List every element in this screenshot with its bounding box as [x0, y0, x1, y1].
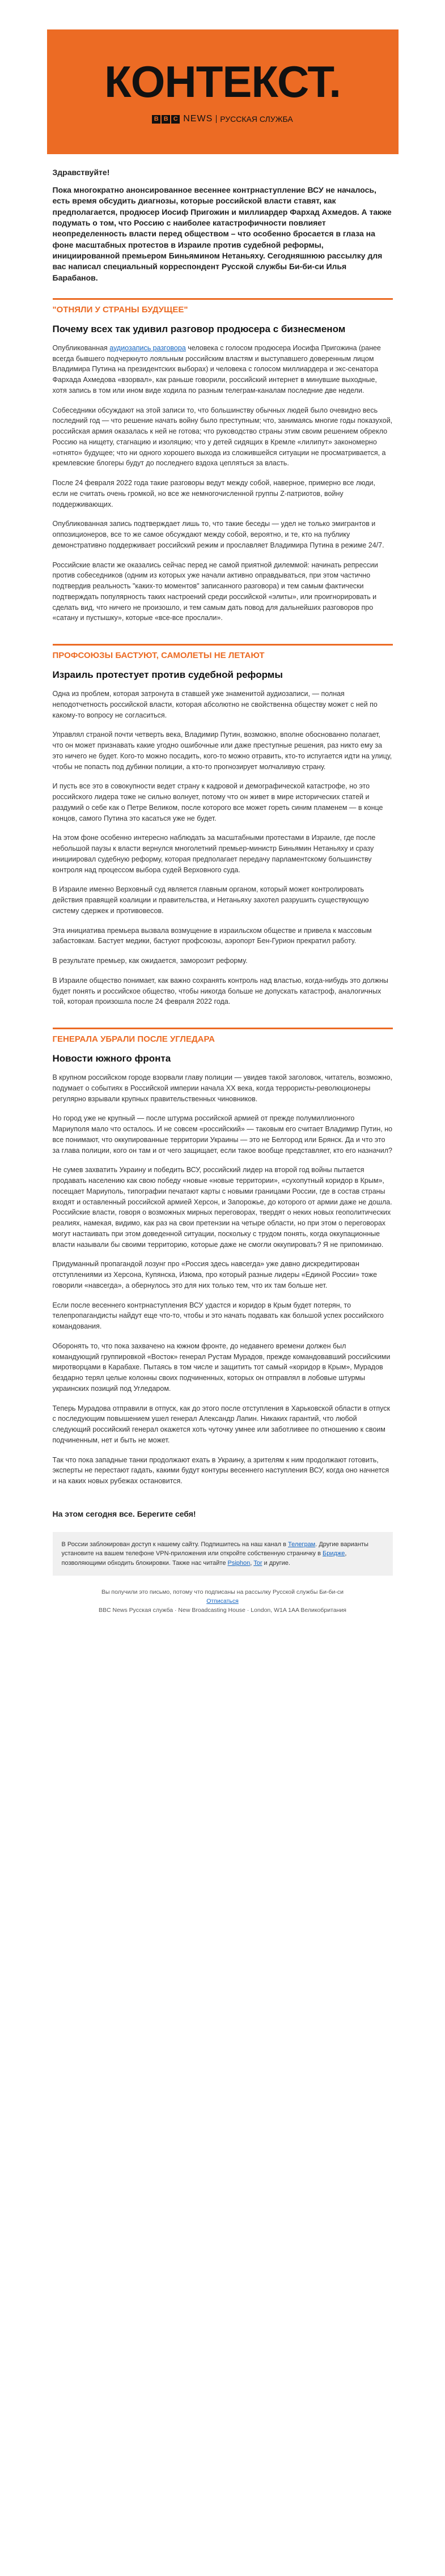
- paragraph: Российские власти же оказались сейчас перед не самой приятной дилеммой: начинать репрессии против собеседников (одним из которых уже начали активно оправдываться, при этом частично подтвердив реальность "каких-то моментов" записанного разговора) и тем самым фактически подтверждать популярность таких настроений среди российской «элиты», или проигнорировать и сделать вид, что ничего не произошло, и тем самым дать повод для дальнейших разговоров про «сатану и пустышку», которые «все-все прослали».: [52, 561, 378, 622]
- bbc-letter-b2: B: [162, 115, 170, 124]
- vpn-notice-box: [53, 1532, 393, 1576]
- paragraph: Так что пока западные танки продолжают ехать в Украину, а зрителям к ним продолжают готовить, эксперты не перестают гадать, какими будут контуры весеннего наступления ВСУ, когда оно начнется и на каких новых рубежах остановится.: [52, 1455, 389, 1486]
- section-3: [53, 1028, 393, 1487]
- notice-text: , позволяющими обходить блокировки. Также нас читайте: [61, 1550, 347, 1567]
- footer-legal: [53, 1588, 393, 1615]
- paragraph: Не сумев захватить Украину и победить ВСУ, российский лидер на второй год войны пытается продавать населению как свою победу «новые «новые территории», «сухопутный коридор в Крым», посещает Мариуполь, типографии печатают карты с новыми границами России, где в состав страны входят и оставленный российской армией Херсон, и Запорожье, до которого от армии даже не дошла. Российские власти, говоря о возможных мирных переговорах, твердят о неких новых геополитических реалиях, намекая, видимо, как раз на свои претензии на четыре области, но при этом о переговорах могут настаивать при этом доведенной ситуации, поскольку с трудом понять, когда оккупационные власти называли бы своими территорию, которые даже не смогли оккупировать? Я не припоминаю.: [52, 1166, 392, 1249]
- section-1: [53, 298, 393, 623]
- section-heading: Израиль протестует против судебной реформы: [52, 669, 283, 681]
- section-label: "ОТНЯЛИ У СТРАНЫ БУДУЩЕЕ": [53, 298, 393, 315]
- paragraph: И пусть все это в совокупности ведет страну к кадровой и демографической катастрофе, но это российского лидера тоже не сильно волнует, потому что он живет в мире исторических статей и раздумий о себе как о Петре Великом, после которого все может гореть синим пламенем — в конце концов, самого Путина это касаться уже не будет.: [52, 782, 383, 822]
- paragraph: Придуманный пропагандой лозунг про «Россия здесь навсегда» уже давно дискредитирован отступлениями из Херсона, Купянска, Изюма, про который разные лидеры «Единой России» тоже говорили «навсегда», а обернулось это для них только тем, что их там больше нет.: [52, 1260, 378, 1289]
- bbc-news-label: NEWS: [183, 114, 213, 124]
- section-label: ПРОФСОЮЗЫ БАСТУЮТ, САМОЛЕТЫ НЕ ЛЕТАЮТ: [53, 644, 393, 660]
- notice-text: . Другие варианты установите на вашем телефоне VPN-приложения или откройте собственную страничку в: [61, 1540, 368, 1558]
- greeting: Здравствуйте!: [52, 168, 110, 177]
- paragraph: Управлял страной почти четверть века, Владимир Путин, возможно, вполне обоснованно полагает, что он может признавать какие угодно ошибочные или даже преступные решения, раз никто ему за это ничего не будет. Кого-то можно посадить, кого-то можно отравить, кто-то испугается идти на улицу, чтобы не попасть под дубинки полиции, а кто-то прогнозирует молчаливую страну.: [52, 731, 392, 771]
- section-label: ГЕНЕРАЛА УБРАЛИ ПОСЛЕ УГЛЕДАРА: [53, 1028, 393, 1044]
- notice-text: и другие.: [262, 1559, 290, 1567]
- paragraph: В результате премьер, как ожидается, заморозит реформу.: [52, 957, 248, 965]
- telegram-link[interactable]: Телеграм: [288, 1540, 316, 1548]
- brand-divider: [216, 115, 217, 123]
- subscription-reason: Вы получили это письмо, потому что подписаны на рассылку Русской службы Би-би-си: [101, 1589, 344, 1596]
- paragraph: Но город уже не крупный — после штурма российской армией от прежде полумиллионного Мариуполя мало что осталось. И не совсем «российский» — таковым его считает Владимир Путин, но все понимают, что оккупированные территории Украины — это не Белгород или Брянск. Да и что это за глава полиции, кого он там и от чего защищает, если такое вообще представляет, кто его назначил?: [52, 1114, 393, 1155]
- paragraph: На этом фоне особенно интересно наблюдать за масштабными протестами в Израиле, где после небольшой паузы к власти вернулся многолетний премьер-министр Биньямин Нетаньяху и сразу инициировал судебную реформу, которая предполагает передачу парламентскому большинству контроля над процессом выбора судей Верховного суда.: [52, 834, 376, 874]
- newsletter-header: [47, 29, 399, 154]
- paragraph-text: человека с голосом продюсера Иосифа Пригожина (ранее всегда бывшего подчеркнуто лояльным российским властям и выступавшего доверенным лицом Владимира Путина на президентских выборах) и человека с голосом миллиардера и экс-сенатора Фархада Ахмедова «взорвал», как раньше говорили, российский интернет в минувшие выходные, хотя запись в том или ином виде ходила по разным телеграм-каналам последние две недели.: [52, 343, 381, 394]
- closing-line: На этом сегодня все. Берегите себя!: [52, 1509, 196, 1518]
- paragraph: Опубликованная запись подтверждает лишь то, что такие беседы — удел не только эмигрантов и оппозиционеров, все то же самое обсуждают между собой, вероятно, и те, кто на публику демонстративно поддерживает российский режим и прославляет Владимира Путина в режиме 24/7.: [52, 520, 384, 549]
- psiphon-link[interactable]: Psiphon: [227, 1559, 251, 1567]
- bridge-link[interactable]: Бридже: [323, 1550, 345, 1558]
- newsletter-body: [53, 154, 393, 1615]
- paragraph: Теперь Мурадова отправили в отпуск, как до этого после отступления в Харьковской области в отпуск с последующим повышением ушел генерал Александр Лапин. Никаких гарантий, что любой следующий российский генерал окажется хоть чуточку умнее или заботливее по отношению к своим подчиненным, нет и быть не может.: [52, 1404, 390, 1444]
- paragraph: В крупном российском городе взорвали главу полиции — увидев такой заголовок, читатель, возможно, подумает о событиях в Российской империи начала XX века, когда террористы-революционеры регулярно взрывали крупных правительственных чиновников.: [52, 1073, 392, 1103]
- paragraph-text: Опубликованная: [52, 343, 110, 352]
- service-label: РУССКАЯ СЛУЖБА: [220, 114, 293, 124]
- section-2: [53, 644, 393, 1007]
- paragraph: Одна из проблем, которая затронута в ставшей уже знаменитой аудиозаписи, — полная неподотчетность российской власти, которая абсолютно не свойственна обществу может с ней по какому-то вопросу не согласиться.: [52, 690, 378, 719]
- paragraph: [53, 343, 393, 396]
- audio-record-link[interactable]: аудиозапись разговора: [109, 343, 186, 352]
- paragraph: После 24 февраля 2022 года такие разговоры ведут между собой, наверное, примерно все люди, если не считать очень громкой, но все же немногочисленной группы Z-патриотов, войну поддерживающих.: [52, 479, 376, 508]
- section-heading: Почему всех так удивил разговор продюсера с бизнесменом: [52, 323, 346, 334]
- tor-link[interactable]: Tor: [253, 1559, 262, 1567]
- kontekst-logo: КОНТЕКСТ.: [104, 57, 341, 107]
- paragraph: В Израиле именно Верховный суд является главным органом, который может контролировать действия правящей коалиции и правительства, и Нетаньяху захотел разрушить существующую систему сдержек и противовесов.: [52, 885, 369, 915]
- paragraph: Эта инициатива премьера вызвала возмущение в израильском обществе и привела к массовым забастовкам. Бастует медики, бастуют профсоюзы, аэропорт Бен-Гурион прекратил работу.: [52, 926, 372, 945]
- bbc-letter-c: C: [171, 115, 180, 124]
- notice-text: ,: [250, 1559, 254, 1567]
- section-heading: Новости южного фронта: [52, 1053, 171, 1064]
- address-line: BBC News Русская служба · New Broadcasting House · London, W1A 1AA Великобритания: [98, 1606, 346, 1614]
- paragraph: Оборонять то, что пока захвачено на южном фронте, до недавнего времени должен был командующий группировкой «Восток» генерал Рустам Мурадов, прежде командовавший российскими миротворцами в Карабахе. Пытаясь в том числе и защитить тот самый «коридор в Крым», Мурадов бездарно терял целые колонны своих подчиненных, которых он отправлял в лобовые штурмы украинских позиций под Угледаром.: [52, 1342, 391, 1393]
- notice-text: В России заблокирован доступ к нашему сайту. Подпишитесь на наш канал в: [61, 1540, 289, 1548]
- bbc-logo-icon: [152, 115, 180, 124]
- header-banner: [47, 29, 399, 154]
- bbc-brand-line: [152, 114, 293, 124]
- paragraph: Если после весеннего контрнаступления ВСУ удастся и коридор в Крым будет потерян, то телепропагандисты найдут еще что-то, чтобы и это начать подавать как большой успех российского командования.: [52, 1301, 384, 1331]
- unsubscribe-link[interactable]: Отписаться: [206, 1598, 239, 1605]
- bbc-letter-b1: B: [152, 115, 160, 124]
- paragraph: В Израиле общество понимает, как важно сохранять контроль над властью, когда-нибудь это должны будет понять и российское общество, чтобы никогда больше не допускать катастроф, аналогичных той, которая произошла после 24 февраля 2022 года.: [52, 976, 388, 1006]
- intro-paragraph: Пока многократно анонсированное весеннее контрнаступление ВСУ не началось, есть время обсудить диагнозы, которые российской власти ставят, как предполагается, продюсер Иосиф Пригожин и миллиардер Фархад Ахмедов. А также подумать о том, что Россию с наиболее катастрофичности повлияет неопределенность власти перед обществом – что особенно бросается в глаза на фоне масштабных протестов в Израиле против судебной реформы, инициированной премьером Биньямином Нетаньяху. Сегодняшнюю рассылку для вас написал специальный корреспондент Русской службы Би-би-си Илья Барабанов.: [52, 185, 392, 282]
- paragraph: Собеседники обсуждают на этой записи то, что большинству обычных людей было очевидно весь последний год — что решение начать войну было преступным; что, занимаясь многие годы показухой, российская армия оказалась к ней не готова; что руководство страны этим своим решением обрекло Россию на нищету, стагнацию и изоляцию; что у детей сидящих в Кремле «лилипут» закономерно «отнято» будущее; что ни одного хорошего выхода из сложившейся ситуации не просматривается, а кремлевские блогеры будут до последнего вздоха цепляться за власть.: [52, 406, 393, 468]
